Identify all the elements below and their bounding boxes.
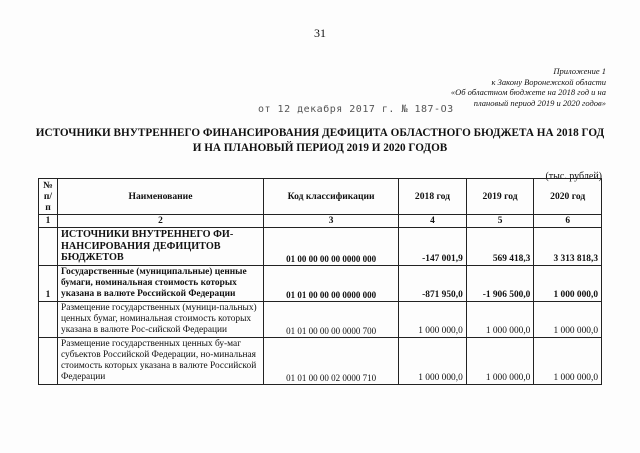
- header-2020: 2020 год: [534, 179, 602, 215]
- row-2019: 1 000 000,0: [466, 337, 534, 384]
- row-num: [39, 301, 58, 337]
- row-name: Размещение государственных ценных бу-маг субъектов Российской Федерации, но-минальная стоимость которых указана в валюте Российской Федерации: [58, 337, 264, 384]
- header-row: [39, 179, 602, 215]
- title-line: ИСТОЧНИКИ ВНУТРЕННЕГО ФИНАНСИРОВАНИЯ ДЕФИЦИТА ОБЛАСТНОГО БЮДЖЕТА НА 2018 ГОД: [35, 127, 605, 139]
- row-2020: 1 000 000,0: [534, 301, 602, 337]
- row-num: [39, 337, 58, 384]
- header-name: Наименование: [58, 179, 264, 215]
- row-code: 01 01 00 00 02 0000 710: [263, 337, 398, 384]
- header-code: Код классификации: [263, 179, 398, 215]
- units-label: (тыс. рублей): [545, 171, 602, 182]
- row-num: 1: [39, 265, 58, 301]
- row-name: Размещение государственных (муници-пальных) ценных бумаг, номинальная стоимость которых указана в валюте Рос-сийской Федерации: [58, 301, 264, 337]
- document-title: [30, 126, 610, 156]
- appendix-line: к Закону Воронежской области: [491, 76, 606, 87]
- row-2019: 1 000 000,0: [466, 301, 534, 337]
- table-row: [39, 228, 602, 266]
- header-2019: 2019 год: [466, 179, 534, 215]
- row-2020: 3 313 818,3: [534, 228, 602, 266]
- column-index: 4: [399, 215, 467, 228]
- table-row: [39, 337, 602, 384]
- table-row: [39, 265, 602, 301]
- table-row: [39, 301, 602, 337]
- page-number: 31: [314, 26, 326, 40]
- column-index: 6: [534, 215, 602, 228]
- title-line: И НА ПЛАНОВЫЙ ПЕРИОД 2019 И 2020 ГОДОВ: [192, 142, 448, 154]
- row-name: ИСТОЧНИКИ ВНУТРЕННЕГО ФИ-НАНСИРОВАНИЯ ДЕФИЦИТОВ БЮДЖЕТОВ: [58, 228, 264, 266]
- row-code: 01 01 00 00 00 0000 000: [263, 265, 398, 301]
- row-2018: -871 950,0: [399, 265, 467, 301]
- column-index: 1: [39, 215, 58, 228]
- header-num: № п/п: [39, 179, 58, 215]
- date-stamp: от 12 декабря 2017 г. № 187-ОЗ: [258, 104, 454, 115]
- budget-sources-table: [38, 178, 602, 385]
- column-index: 2: [58, 215, 264, 228]
- row-2018: 1 000 000,0: [399, 337, 467, 384]
- row-2018: 1 000 000,0: [399, 301, 467, 337]
- row-2019: 569 418,3: [466, 228, 534, 266]
- column-index: 3: [263, 215, 398, 228]
- row-code: 01 01 00 00 00 0000 700: [263, 301, 398, 337]
- header-2018: 2018 год: [399, 179, 467, 215]
- row-2020: 1 000 000,0: [534, 337, 602, 384]
- row-2019: -1 906 500,0: [466, 265, 534, 301]
- appendix-note: [356, 66, 606, 108]
- row-2020: 1 000 000,0: [534, 265, 602, 301]
- row-2018: -147 001,9: [399, 228, 467, 266]
- appendix-line: Приложение 1: [553, 66, 606, 76]
- column-index: 5: [466, 215, 534, 228]
- row-code: 01 00 00 00 00 0000 000: [263, 228, 398, 266]
- row-name: Государственные (муниципальные) ценные бумаги, номинальная стоимость которых указана в валюте Российской Федерации: [58, 265, 264, 301]
- row-num: [39, 228, 58, 266]
- appendix-line: плановый период 2019 и 2020 годов»: [473, 97, 606, 108]
- column-index-row: [39, 215, 602, 228]
- appendix-line: «Об областном бюджете на 2018 год и на: [450, 87, 606, 97]
